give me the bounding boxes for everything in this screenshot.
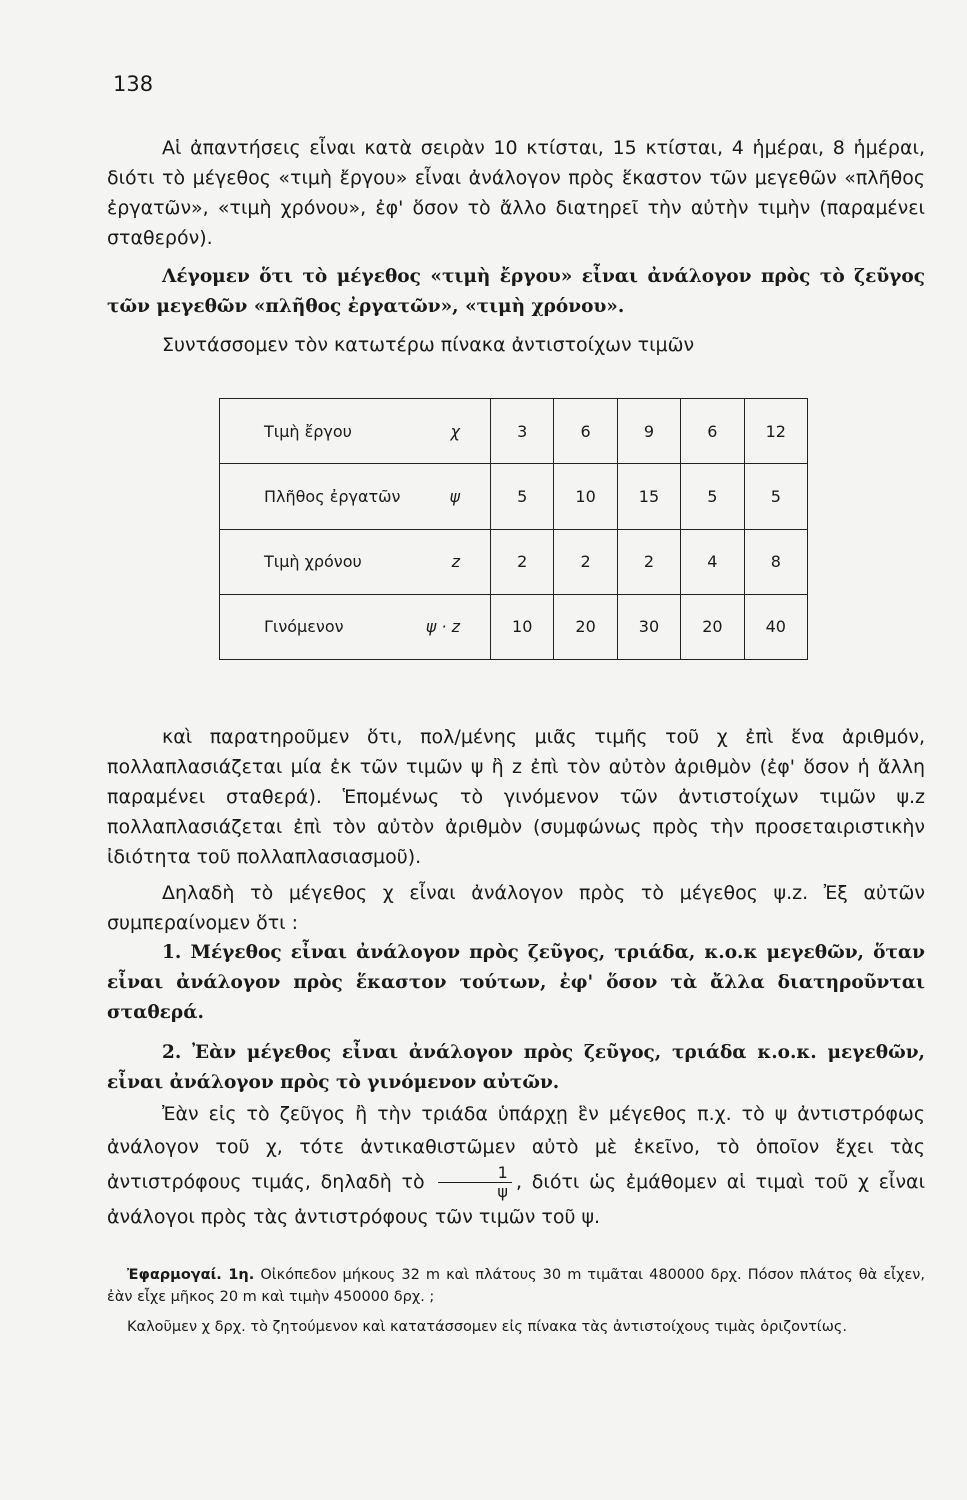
table-cell: 12 xyxy=(744,399,807,464)
fraction-one-over-psi xyxy=(438,1164,512,1201)
page-number: 138 xyxy=(113,72,154,96)
paragraph-answers: Αἱ ἀπαντήσεις εἶναι κατὰ σειρὰν 10 κτίσται, 15 κτίσται, 4 ἡμέραι, 8 ἡμέραι, διότι τὸ μέγεθος «τιμὴ ἔργου» εἶναι ἀνάλογον πρὸς ἕκαστον τῶν μεγεθῶν «πλῆθος ἐργατῶν», «τιμὴ χρόνου», ἐφ' ὅσον τὸ ἄλλο διατηρεῖ τὴν αὐτὴν τιμὴν (παραμένει σταθερόν). xyxy=(107,137,925,249)
table-cell: 5 xyxy=(744,464,807,529)
row-label-text: Γινόμενον xyxy=(264,617,344,637)
table-cell: 5 xyxy=(491,464,554,529)
table-cell: 20 xyxy=(681,594,744,659)
paragraph-inverse xyxy=(107,1098,925,1234)
table-cell: 40 xyxy=(744,594,807,659)
row-label-text: Τιμὴ χρόνου xyxy=(264,552,362,572)
table-cell: 10 xyxy=(491,594,554,659)
table-cell: 4 xyxy=(681,529,744,594)
table-cell: 20 xyxy=(554,594,617,659)
row-label-text: Πλῆθος ἐργατῶν xyxy=(264,486,401,506)
table-cell: 30 xyxy=(617,594,680,659)
paragraph-table-intro: Συντάσσομεν τὸν κατωτέρω πίνακα ἀντιστοίχων τιμῶν xyxy=(162,334,695,356)
row-label xyxy=(220,399,491,464)
row-variable: χ xyxy=(450,421,460,441)
table-cell: 3 xyxy=(491,399,554,464)
table-row xyxy=(220,594,808,659)
paragraph-definition: Λέγομεν ὅτι τὸ μέγεθος «τιμὴ ἔργου» εἶναι ἀνάλογον πρὸς τὸ ζεῦγος τῶν μεγεθῶν «πλῆθος ἐργατῶν», «τιμὴ χρόνου». xyxy=(107,266,925,317)
applications-problem: Οἰκόπεδον μήκους 32 m καὶ πλάτους 30 m τιμᾶται 480000 δρχ. Πόσον πλάτος θὰ εἶχεν, ἐὰν εἶχε μῆκος 20 m καὶ τιμὴν 450000 δρχ. ; xyxy=(107,1267,925,1305)
inverse-text-a: Ἐὰν εἰς τὸ ζεῦγος ἢ τὴν τριάδα ὑπάρχῃ ἓν μέγεθος π.χ. τὸ ψ ἀντιστρόφως ἀνάλογον τοῦ χ, τότε ἀντικαθιστῶμεν αὐτὸ μὲ ἐκεῖνο, τὸ ὁποῖον ἔχει τὰς ἀντιστρόφους τιμάς, δηλαδὴ τὸ xyxy=(107,1103,925,1193)
table-cell: 2 xyxy=(554,529,617,594)
rule-1: 1. Μέγεθος εἶναι ἀνάλογον πρὸς ζεῦγος, τριάδα, κ.ο.κ μεγεθῶν, ὅταν εἶναι ἀνάλογον πρὸς ἕκαστον τούτων, ἐφ' ὅσον τὰ ἄλλα διατηροῦνται σταθερά. xyxy=(107,942,925,1023)
row-label xyxy=(220,529,491,594)
table-row xyxy=(220,399,808,464)
rule-2: 2. Ἐὰν μέγεθος εἶναι ἀνάλογον πρὸς ζεῦγος, τριάδα κ.ο.κ. μεγεθῶν, εἶναι ἀνάλογον πρὸς τὸ γινόμενον αὐτῶν. xyxy=(107,1042,925,1093)
row-label-text: Τιμὴ ἔργου xyxy=(264,421,352,441)
values-table xyxy=(219,398,808,660)
table-cell: 9 xyxy=(617,399,680,464)
table-cell: 2 xyxy=(617,529,680,594)
table-row xyxy=(220,464,808,529)
table-cell: 6 xyxy=(554,399,617,464)
fraction-numerator: 1 xyxy=(438,1164,512,1183)
applications-note xyxy=(107,1264,925,1308)
row-variable: ψ · z xyxy=(425,617,460,637)
table-cell: 15 xyxy=(617,464,680,529)
table-cell: 2 xyxy=(491,529,554,594)
inverse-text-b: , διότι ὡς ἐμάθομεν αἱ τιμαὶ τοῦ χ εἶναι ἀνάλογοι πρὸς τὰς ἀντιστρόφους τῶν τιμῶν τοῦ ψ. xyxy=(107,1171,926,1228)
table-cell: 8 xyxy=(744,529,807,594)
paragraph-conclusion: Δηλαδὴ τὸ μέγεθος χ εἶναι ἀνάλογον πρὸς τὸ μέγεθος ψ.z. Ἐξ αὐτῶν συμπεραίνομεν ὅτι : xyxy=(107,882,925,934)
row-variable: ψ xyxy=(449,486,460,506)
paragraph-observation: καὶ παρατηροῦμεν ὅτι, πολ/μένης μιᾶς τιμῆς τοῦ χ ἐπὶ ἕνα ἀριθμόν, πολλαπλασιάζεται μία ἐκ τῶν τιμῶν ψ ἢ z ἐπὶ τὸν αὐτὸν ἀριθμὸν (ἐφ' ὅσον ἡ ἄλλη παραμένει σταθερά). Ἑπομένως τὸ γινόμενον τῶν ἀντιστοίχων τιμῶν ψ.z πολλαπλασιάζεται ἐπὶ τὸν αὐτὸν ἀριθμὸν (συμφώνως πρὸς τὴν προσεταιριστικὴν ἰδιότητα τοῦ πολλαπλασιασμοῦ). xyxy=(107,726,925,868)
row-label xyxy=(220,594,491,659)
solution-note: Καλοῦμεν χ δρχ. τὸ ζητούμενον καὶ κατατάσσομεν εἰς πίνακα τὰς ἀντιστοίχους τιμὰς ὁριζοντίως. xyxy=(127,1319,847,1335)
applications-heading: Ἐφαρμογαί. 1η. xyxy=(127,1267,255,1283)
table-cell: 5 xyxy=(681,464,744,529)
fraction-denominator: ψ xyxy=(497,1182,508,1201)
row-variable: z xyxy=(451,552,460,572)
table-cell: 6 xyxy=(681,399,744,464)
table-cell: 10 xyxy=(554,464,617,529)
row-label xyxy=(220,464,491,529)
table-row xyxy=(220,529,808,594)
